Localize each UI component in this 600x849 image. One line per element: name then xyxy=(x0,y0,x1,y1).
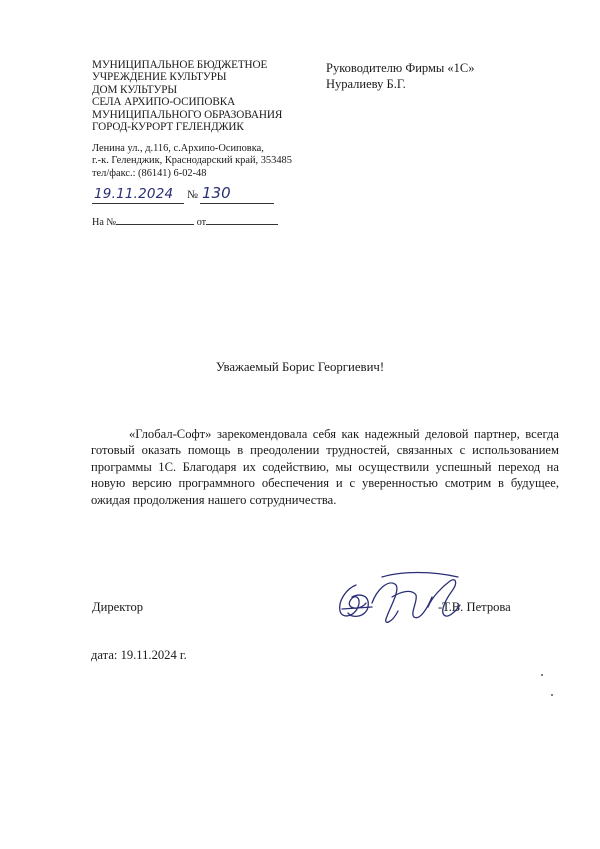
org-line: ГОРОД-КУРОРТ ГЕЛЕНДЖИК xyxy=(92,121,244,134)
org-line: СЕЛА АРХИПО-ОСИПОВКА xyxy=(92,96,236,109)
registration-number: 130 xyxy=(202,184,231,202)
reference-prefix: На № xyxy=(92,217,117,228)
address-line: г.-к. Геленджик, Краснодарский край, 353485 xyxy=(92,155,292,167)
sender-address xyxy=(92,143,342,180)
org-line: МУНИЦИПАЛЬНОГО ОБРАЗОВАНИЯ xyxy=(92,108,283,121)
handwritten-signature xyxy=(332,567,464,631)
letter-body: «Глобал-Софт» зарекомендовала себя как надежный деловой партнер, всегда готовый оказать помощь в преодолении трудностей, связанных с использованием программы 1С. Благодаря их содействию, мы осуществили успешный переход на новую версию программного обеспечения и с уверенностью смотрим в будущее, ожидая продолжения нашего сотрудничества. xyxy=(91,427,559,507)
reference-from-label: от xyxy=(196,217,207,228)
reference-line xyxy=(92,215,292,229)
greeting: Уважаемый Борис Георгиевич! xyxy=(215,360,385,374)
org-line: МУНИЦИПАЛЬНОЕ БЮДЖЕТНОЕ xyxy=(92,59,268,71)
recipient-block xyxy=(326,60,556,92)
address-line: Ленина ул., д.116, с.Архипо-Осиповка, xyxy=(92,143,264,154)
sender-organization xyxy=(92,59,342,133)
address-line: тел/факс.: (86141) 6-02-48 xyxy=(92,167,207,179)
signatory-name: -Т.В. Петрова xyxy=(438,600,511,614)
scan-speck xyxy=(541,674,543,676)
signatory-position: Директор xyxy=(92,600,144,614)
recipient-line-2: Нуралиеву Б.Г. xyxy=(326,77,406,91)
reference-date-blank xyxy=(206,215,278,225)
org-line: ДОМ КУЛЬТУРЫ xyxy=(92,83,178,96)
registration-date: 19.11.2024 xyxy=(94,186,174,202)
signature-row xyxy=(92,600,562,630)
date-underline xyxy=(92,203,184,204)
org-line: УЧРЕЖДЕНИЕ КУЛЬТУРЫ xyxy=(92,71,227,84)
number-sign: № xyxy=(187,189,198,201)
reference-number-blank xyxy=(116,215,194,225)
letter-date: дата: 19.11.2024 г. xyxy=(91,648,187,662)
scan-speck xyxy=(551,694,553,696)
number-underline xyxy=(200,203,274,204)
registration-line xyxy=(92,184,274,206)
recipient-line-1: Руководителю Фирмы «1С» xyxy=(326,61,475,75)
